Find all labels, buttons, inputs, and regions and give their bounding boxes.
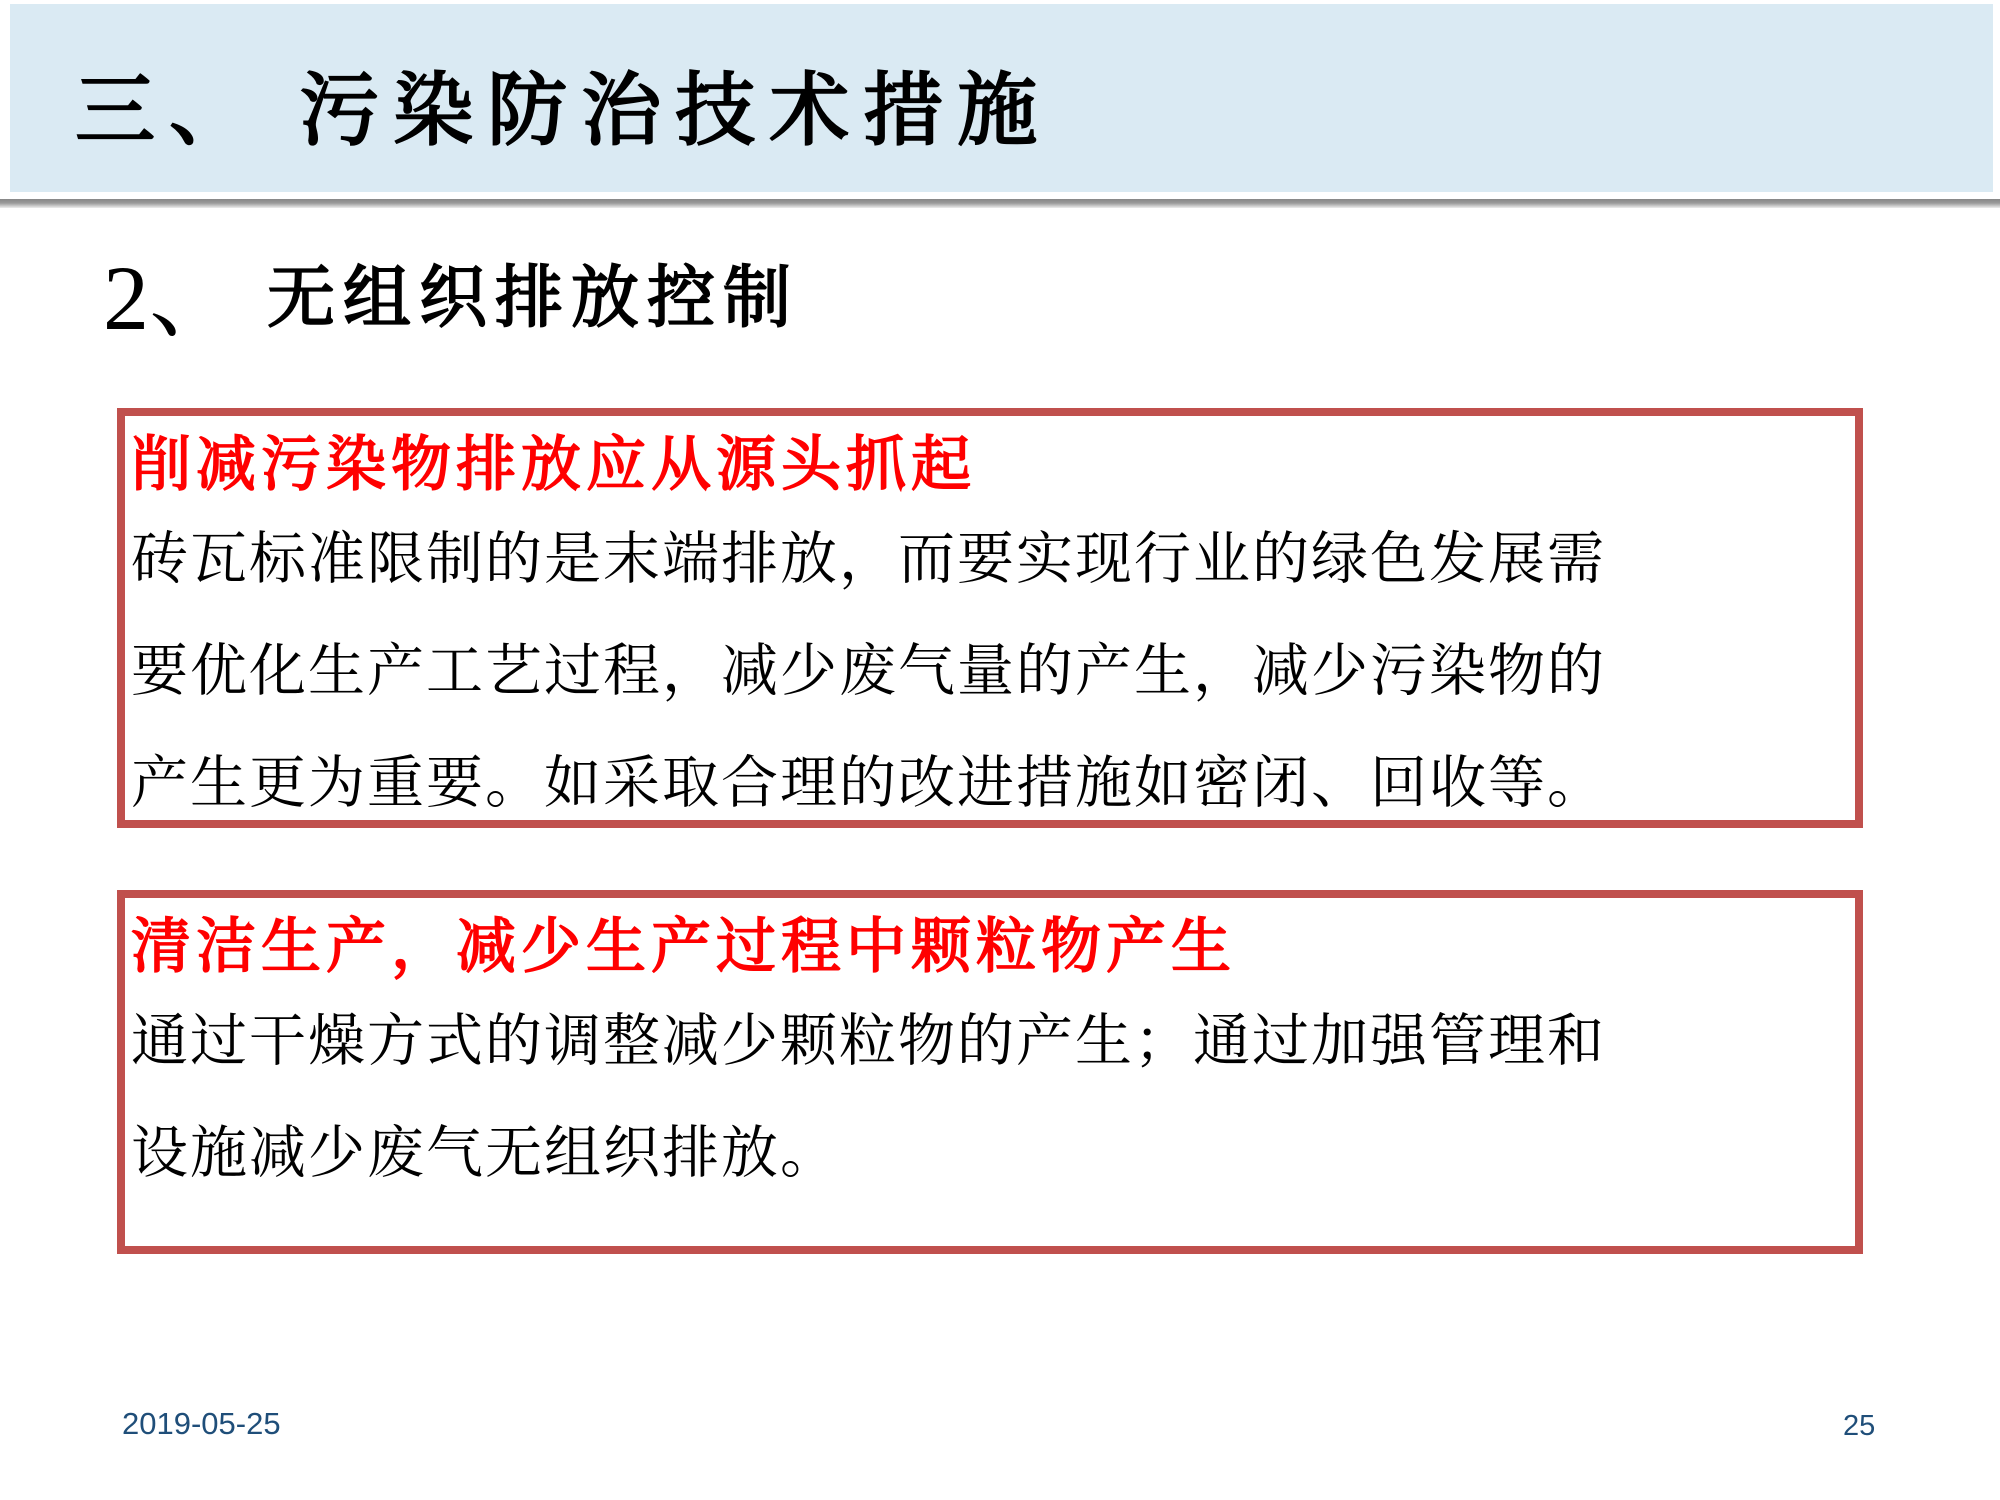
body-line: 砖瓦标准限制的是末端排放，而要实现行业的绿色发展需 <box>131 528 1606 591</box>
body-line: 设施减少废气无组织排放。 <box>131 1122 839 1185</box>
section-subtitle <box>103 248 799 358</box>
header-banner <box>10 4 1993 192</box>
footer-page-number: 25 <box>1843 1410 1876 1442</box>
box-body <box>131 986 1849 1210</box>
box-title: 削减污染物排放应从源头抓起 <box>131 431 976 498</box>
page-title: 三、 污染防治技术措施 <box>75 66 1052 155</box>
subtitle-text: 无组织排放控制 <box>267 260 800 336</box>
box-body <box>131 504 1849 840</box>
content-box-clean-production <box>117 890 1863 1254</box>
body-line: 产生更为重要。如采取合理的改进措施如密闭、回收等。 <box>131 752 1606 815</box>
content-box-source-reduction <box>117 408 1863 828</box>
body-line: 通过干燥方式的调整减少颗粒物的产生；通过加强管理和 <box>131 1010 1606 1073</box>
banner-shadow-divider <box>0 199 2000 208</box>
footer-date: 2019-05-25 <box>122 1406 281 1441</box>
box-title: 清洁生产，减少生产过程中颗粒物产生 <box>131 913 1236 980</box>
body-line: 要优化生产工艺过程，减少废气量的产生，减少污染物的 <box>131 640 1606 703</box>
subtitle-number: 2、 <box>103 247 242 349</box>
